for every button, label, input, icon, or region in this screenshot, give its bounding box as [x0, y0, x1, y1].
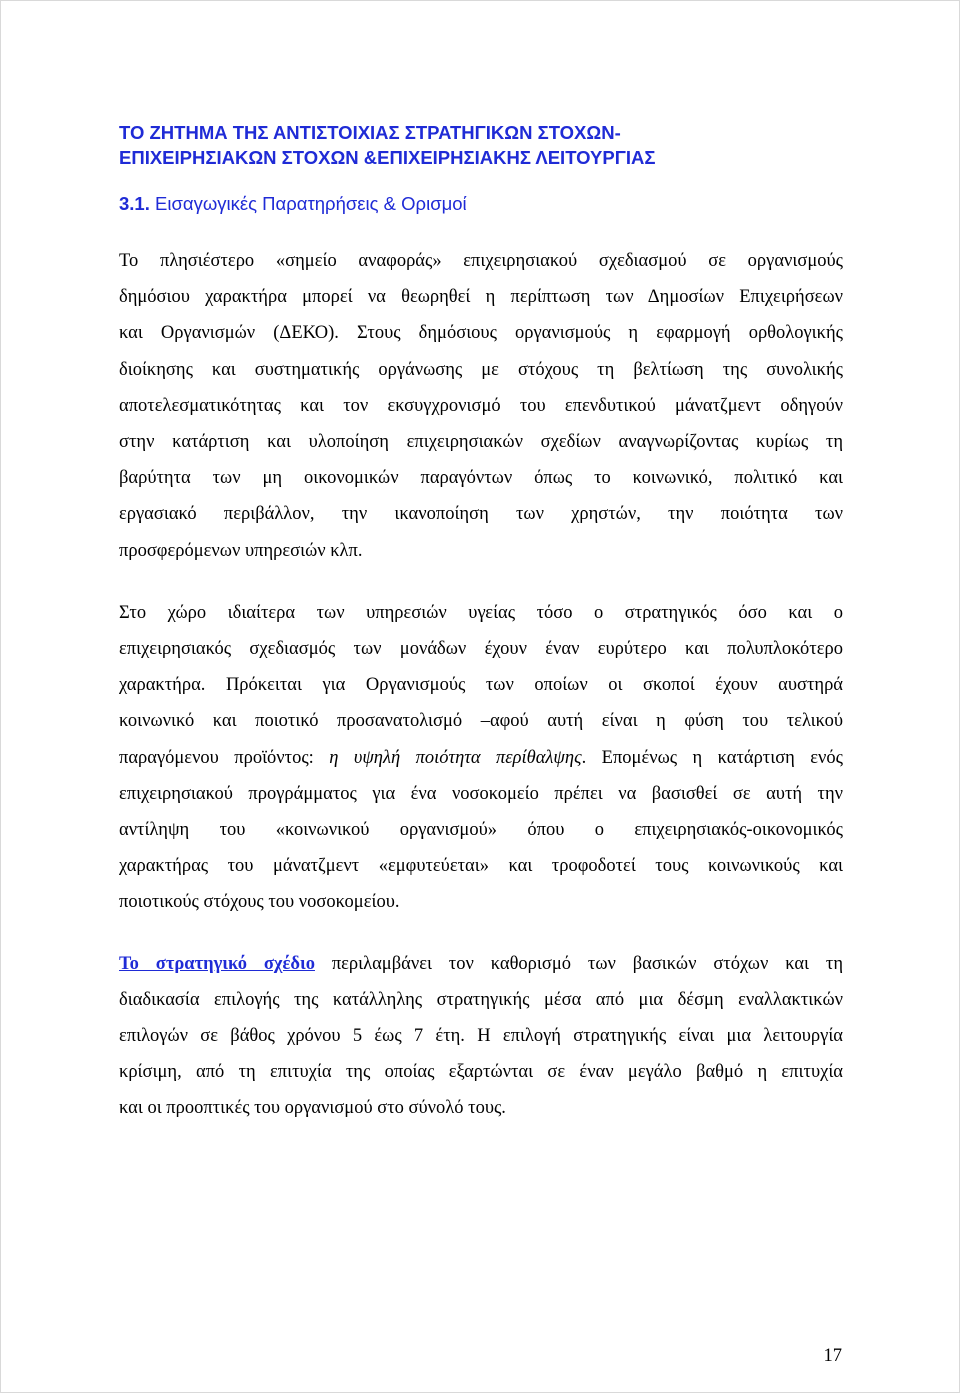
document-body	[119, 120, 843, 1127]
paragraph-line: διαδικασία επιλογής της κατάλληλης στρατηγικής μέσα από μια δέσμη εναλλακτικών	[119, 989, 843, 1010]
chapter-title-line-1: ΤΟ ΖΗΤΗΜΑ ΤΗΣ ΑΝΤΙΣΤΟΙΧΙΑΣ ΣΤΡΑΤΗΓΙΚΩΝ ΣΤΟΧΩΝ-	[119, 122, 621, 143]
chapter-title	[119, 120, 843, 170]
paragraph-line: αποτελεσματικότητας και τον εκσυγχρονισμό του επενδυτικού μάνατζμεντ οδηγούν	[119, 395, 843, 416]
strategic-plan-term: Το στρατηγικό σχέδιο	[119, 953, 315, 974]
paragraph-line: χαρακτήρας του μάνατζμεντ «εμφυτεύεται» και τροφοδοτεί τους κοινωνικούς και	[119, 856, 843, 877]
paragraph-line: και οι προοπτικές του οργανισμού στο σύνολό τους.	[119, 1098, 506, 1119]
paragraph-line: και Οργανισμών (ΔΕΚΟ). Στους δημόσιους οργανισμούς η εφαρμογή ορθολογικής	[119, 323, 843, 344]
text-run: . Επομένως η κατάρτιση ενός	[581, 747, 843, 768]
italic-emphasis: η υψηλή ποιότητα περίθαλψης	[329, 747, 582, 768]
paragraph-line: διοίκησης και συστηματικής οργάνωσης με στόχους τη βελτίωση της συνολικής	[119, 359, 843, 380]
text-run: παραγόμενου προϊόντος:	[119, 747, 330, 768]
paragraph-line: χαρακτήρα. Πρόκειται για Οργανισμούς των οποίων οι σκοποί έχουν αυστηρά	[119, 675, 843, 696]
paragraph-line	[119, 946, 843, 982]
paragraph-2	[119, 595, 843, 921]
section-number: 3.1.	[119, 193, 150, 214]
section-title: Εισαγωγικές Παρατηρήσεις & Ορισμοί	[155, 193, 467, 214]
paragraph-line: δημόσιου χαρακτήρα μπορεί να θεωρηθεί η περίπτωση των Δημοσίων Επιχειρήσεων	[119, 287, 843, 308]
paragraph-line: επιχειρησιακού προγράμματος για ένα νοσοκομείο πρέπει να βασισθεί σε αυτή την	[119, 783, 843, 804]
paragraph-line: ποιοτικούς στόχους του νοσοκομείου.	[119, 892, 400, 913]
paragraph-line: προσφερόμενων υπηρεσιών κλπ.	[119, 540, 363, 561]
paragraph-line: στην κατάρτιση και υλοποίηση επιχειρησιακών σχεδίων αναγνωρίζοντας κυρίως τη	[119, 432, 843, 453]
section-heading	[119, 191, 843, 216]
chapter-title-line-2: ΕΠΙΧΕΙΡΗΣΙΑΚΩΝ ΣΤΟΧΩΝ &ΕΠΙΧΕΙΡΗΣΙΑΚΗΣ ΛΕΙΤΟΥΡΓΙΑΣ	[119, 147, 656, 168]
paragraph-1	[119, 243, 843, 569]
paragraph-3	[119, 946, 843, 1127]
paragraph-line: επιχειρησιακός σχεδιασμός των μονάδων έχουν έναν ευρύτερο και πολυπλοκότερο	[119, 639, 843, 660]
paragraph-line: Στο χώρο ιδιαίτερα των υπηρεσιών υγείας τόσο ο στρατηγικός όσο και ο	[119, 602, 843, 623]
text-run: περιλαμβάνει τον καθορισμό των βασικών στόχων και τη	[314, 953, 843, 974]
page-number: 17	[823, 1346, 842, 1366]
paragraph-line: κρίσιμη, από τη επιτυχία της οποίας εξαρτώνται σε έναν μεγάλο βαθμό η επιτυχία	[119, 1062, 843, 1083]
paragraph-line: επιλογών σε βάθος χρόνου 5 έως 7 έτη. Η επιλογή στρατηγικής είναι μια λειτουργία	[119, 1026, 843, 1047]
paragraph-line	[119, 740, 843, 776]
paragraph-line: κοινωνικό και ποιοτικό προσανατολισμό –αφού αυτή είναι η φύση του τελικού	[119, 711, 843, 732]
paragraph-line: εργασιακό περιβάλλον, την ικανοποίηση των χρηστών, την ποιότητα των	[119, 504, 843, 525]
paragraph-line: Το πλησιέστερο «σημείο αναφοράς» επιχειρησιακού σχεδιασμού σε οργανισμούς	[119, 251, 843, 271]
paragraph-line: αντίληψη του «κοινωνικού οργανισμού» όπου ο επιχειρησιακός-οικονομικός	[119, 820, 843, 841]
paragraph-line: βαρύτητα των μη οικονομικών παραγόντων όπως το κοινωνικό, πολιτικό και	[119, 468, 843, 489]
